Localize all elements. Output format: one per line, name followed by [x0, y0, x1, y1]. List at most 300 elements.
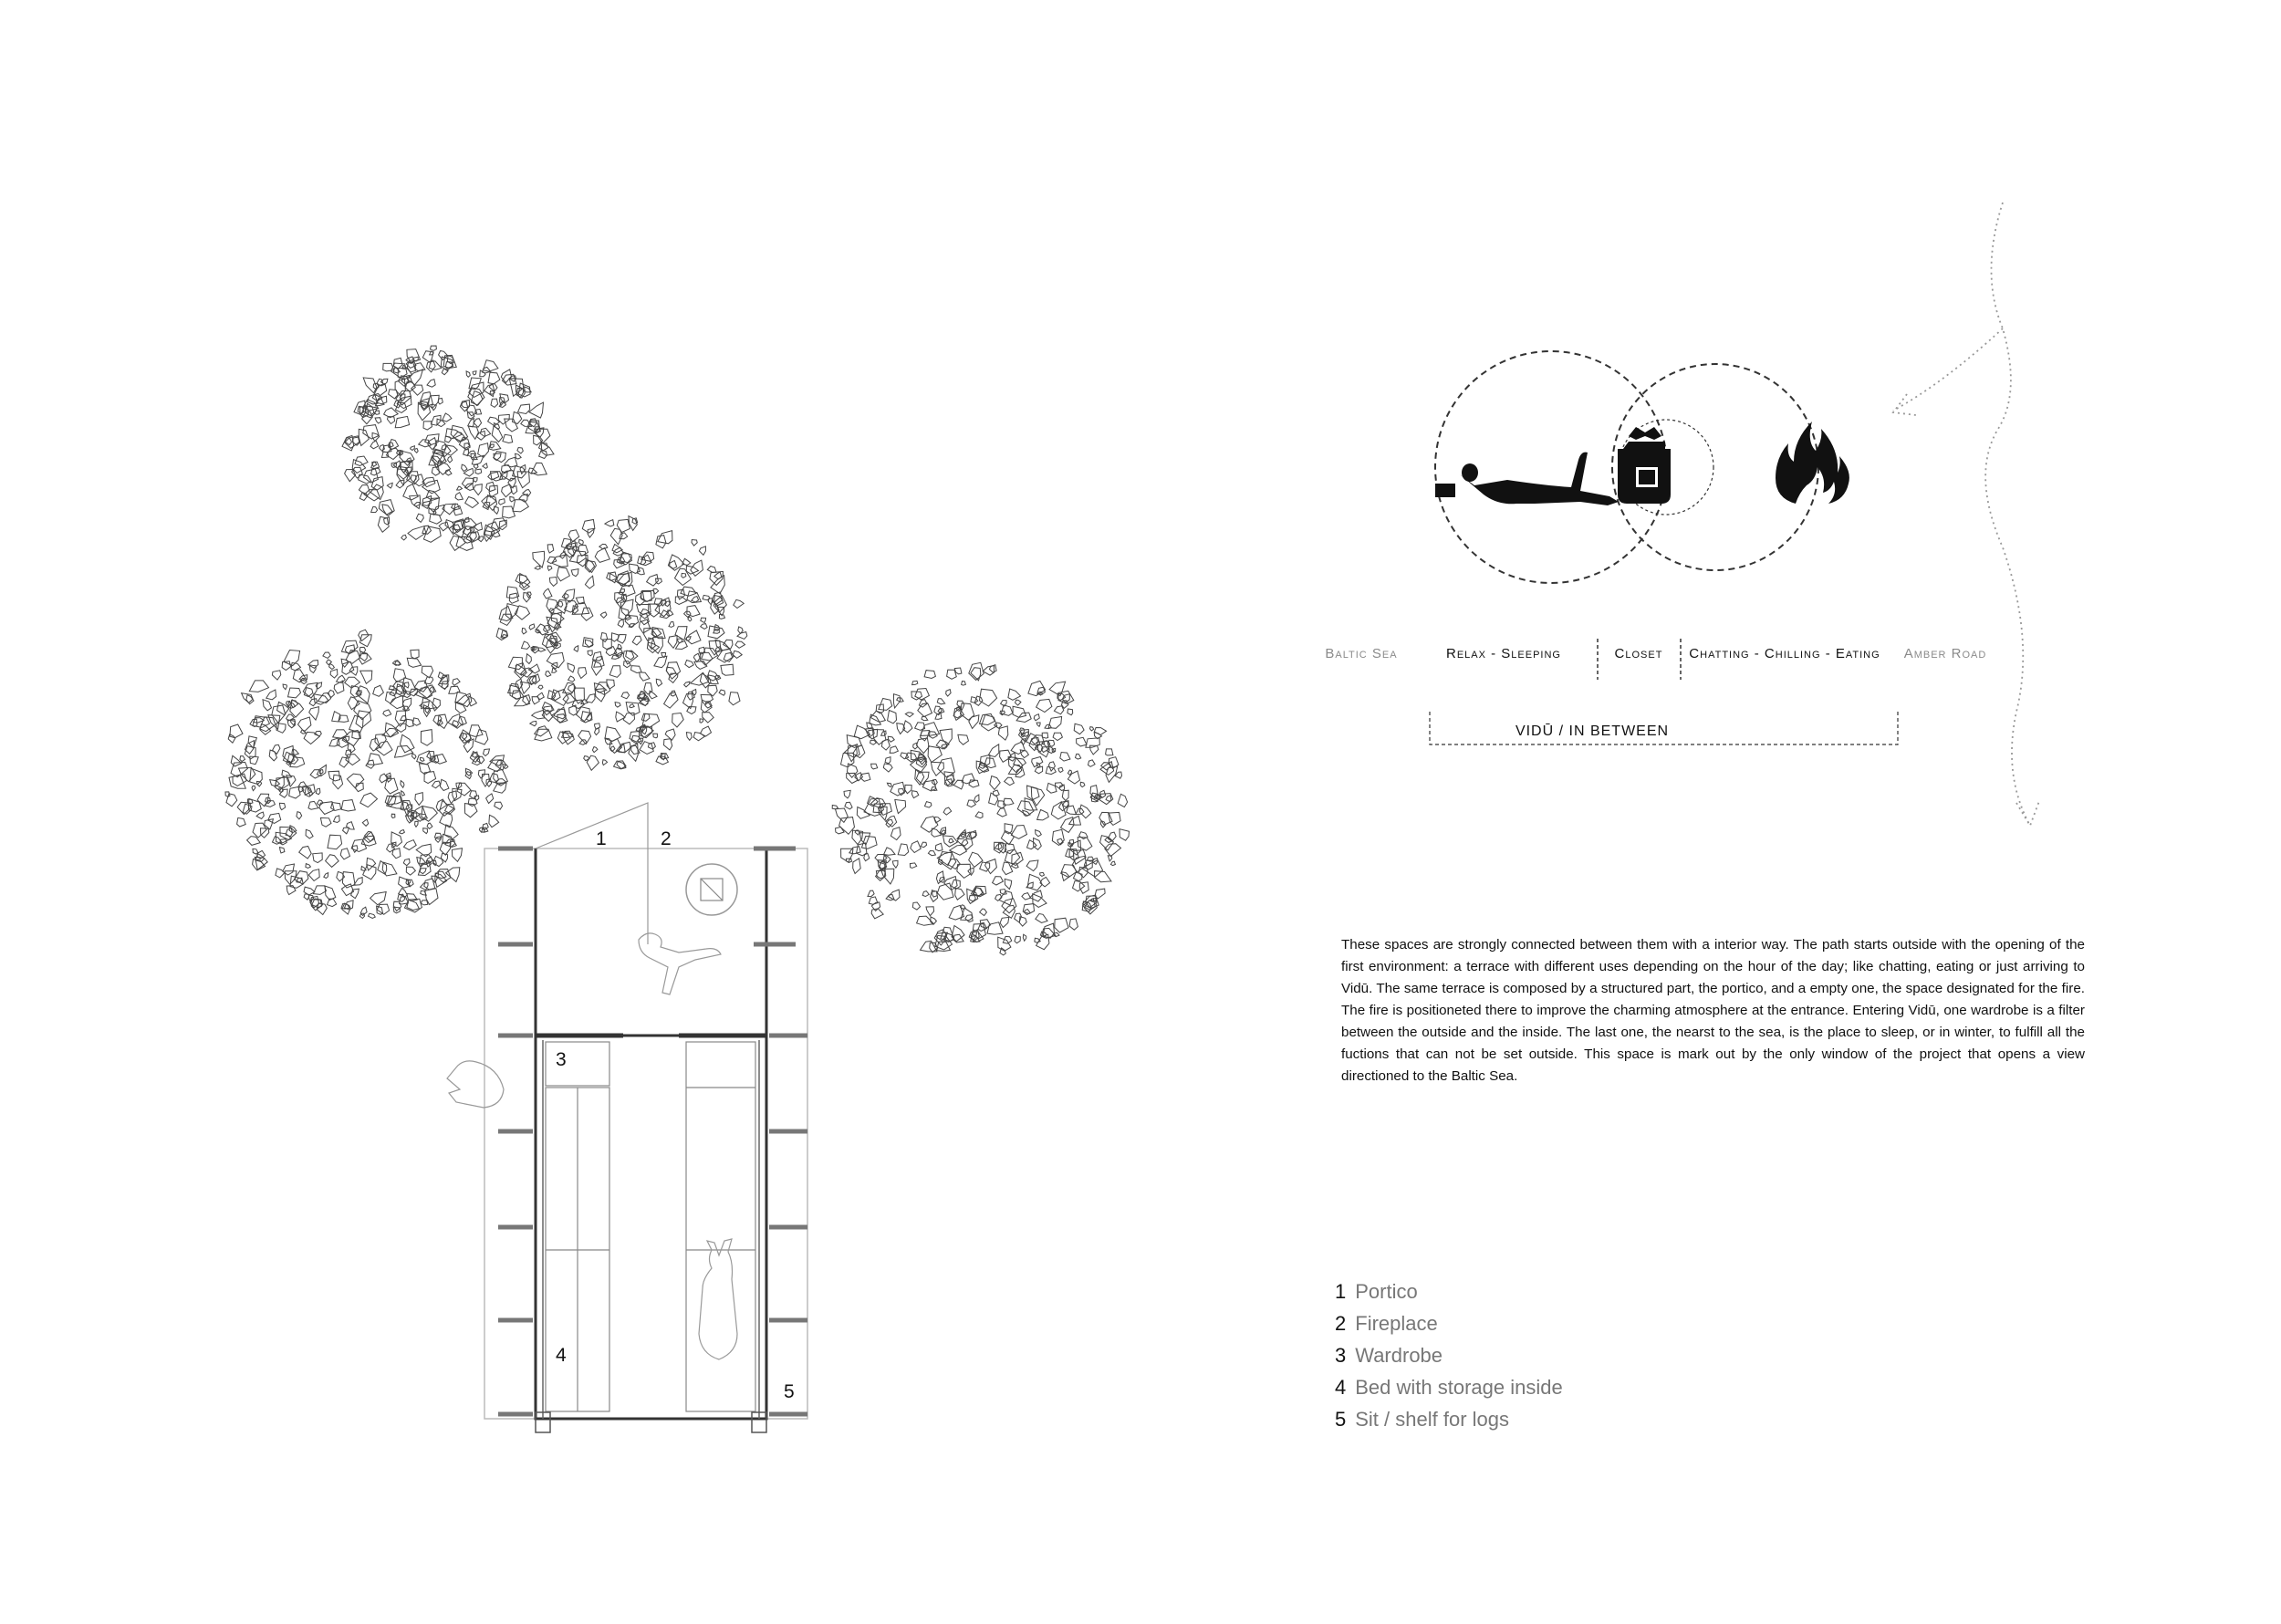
leaf-cluster [983, 666, 994, 676]
leaf-cluster [541, 442, 554, 456]
leaf-cluster [230, 724, 243, 738]
leaf-cluster [605, 520, 614, 526]
leaf-cluster [432, 781, 441, 788]
leaf-cluster [1003, 936, 1012, 943]
leaf-cluster [1068, 709, 1073, 715]
leaf-cluster [499, 499, 505, 505]
leaf-cluster [932, 828, 942, 837]
leaf-cluster [701, 624, 707, 630]
leaf-cluster [277, 702, 289, 714]
leaf-cluster [578, 731, 591, 744]
leaf-cluster [961, 908, 973, 920]
leaf-cluster [585, 576, 594, 588]
leaf-cluster [632, 636, 641, 645]
leaf-cluster [513, 411, 522, 423]
leaf-cluster [857, 807, 870, 819]
leaf-cluster [423, 422, 432, 430]
leaf-cluster [707, 567, 716, 573]
leaf-cluster [304, 732, 319, 744]
leaf-cluster [949, 838, 953, 843]
legend-item: 1 Portico [1335, 1280, 1418, 1303]
leaf-cluster [845, 802, 852, 809]
leaf-cluster [474, 484, 482, 495]
leaf-cluster [699, 547, 705, 556]
leaf-cluster [1035, 766, 1042, 774]
leaf-cluster [651, 637, 663, 653]
leaf-cluster [359, 429, 369, 445]
leaf-cluster [228, 734, 235, 744]
leaf-cluster [462, 464, 467, 471]
leaf-cluster [1048, 762, 1055, 771]
leaf-cluster [1005, 777, 1015, 786]
leaf-cluster [489, 815, 499, 827]
leaf-cluster [316, 788, 320, 795]
leaf-cluster [864, 853, 870, 860]
leaf-cluster [688, 617, 692, 621]
leaf-cluster [715, 640, 729, 651]
leaf-cluster [640, 614, 649, 625]
leaf-cluster [1000, 917, 1009, 927]
leaf-cluster [982, 714, 997, 731]
leaf-cluster [993, 877, 1004, 885]
zone-label-relax-sleeping: Relax - Sleeping [1446, 646, 1561, 661]
leaf-cluster [612, 655, 620, 659]
description-paragraph: These spaces are strongly connected between them with a interior way. The path starts outside with the opening of the first environment: a terrace with different uses depending on the hour of the day; like chatting, eating or just arriving to Vidū. The same terrace is composed by a structured part, the portico, and a empty one, the space designated for the fire. The fire is positioneted there to improve the charming atmosphere at the entrance. Entering Vidū, one wardrobe is a filter between the outside and the inside. The last one, the nearst to the sea, is the place to sleep, or in winter, to fulfill all the fuctions that can not be set outside. This space is mark out by the only window of the project that opens a view directioned to the Baltic Sea. [1341, 937, 2085, 1084]
leaf-cluster [522, 629, 526, 634]
leaf-cluster [453, 679, 460, 686]
leaf-cluster [654, 656, 667, 667]
leaf-cluster [423, 705, 430, 717]
legend-item: 4 Bed with storage inside [1335, 1376, 1563, 1399]
leaf-cluster [1062, 790, 1068, 800]
leaf-cluster [558, 601, 563, 607]
leaf-cluster [620, 599, 633, 616]
zone-label-closet: Closet [1614, 646, 1663, 661]
leaf-cluster [912, 791, 919, 798]
leaf-cluster [734, 599, 744, 608]
leaf-cluster [928, 851, 935, 856]
leaf-cluster [703, 595, 710, 599]
leaf-cluster [535, 566, 540, 569]
leaf-cluster [849, 847, 860, 854]
leaf-cluster [684, 682, 690, 687]
leaf-cluster [979, 689, 996, 706]
leaf-cluster [253, 823, 266, 838]
leaf-cluster [442, 682, 448, 689]
leaf-cluster [935, 843, 943, 850]
leaf-cluster [488, 472, 499, 480]
leaf-cluster [273, 744, 280, 754]
leaf-cluster [911, 841, 921, 853]
leaf-cluster [339, 757, 349, 767]
leaf-cluster [310, 770, 321, 778]
leaf-cluster [1118, 794, 1127, 807]
leaf-cluster [266, 690, 276, 700]
leaf-cluster [490, 444, 494, 448]
leaf-cluster [990, 776, 1000, 790]
leaf-cluster [1035, 938, 1040, 942]
leaf-cluster [470, 791, 477, 799]
leaf-cluster [306, 864, 311, 869]
leaf-cluster [421, 730, 432, 746]
leaf-cluster [693, 733, 704, 741]
leaf-cluster [263, 700, 272, 711]
leaf-cluster [876, 870, 885, 879]
leaf-cluster [962, 682, 966, 686]
leaf-cluster [1034, 714, 1039, 721]
leaf-cluster [883, 764, 892, 772]
leaf-cluster [415, 793, 423, 806]
leaf-cluster [595, 548, 609, 563]
leaf-cluster [416, 514, 423, 522]
leaf-cluster [268, 813, 281, 823]
leaf-cluster [309, 707, 319, 720]
leaf-cluster [280, 848, 285, 853]
leaf-cluster [1017, 801, 1034, 816]
leaf-cluster [418, 402, 431, 421]
leaf-cluster [1080, 782, 1085, 786]
leaf-cluster [969, 662, 984, 680]
leaf-cluster [621, 692, 630, 699]
leaf-cluster [422, 666, 432, 678]
leaf-cluster [363, 425, 380, 439]
leaf-cluster [998, 726, 1008, 740]
leaf-cluster [721, 664, 734, 675]
leaf-cluster [688, 692, 695, 700]
leaf-cluster [415, 363, 425, 371]
leaf-cluster [1049, 682, 1066, 696]
leaf-cluster [962, 840, 968, 847]
leaf-cluster [1023, 934, 1026, 941]
leaf-cluster [557, 567, 569, 581]
leaf-cluster [836, 828, 845, 834]
leaf-cluster [995, 723, 1002, 728]
leaf-cluster [881, 731, 887, 735]
leaf-cluster [240, 756, 245, 762]
leaf-cluster [361, 866, 366, 870]
leaf-cluster [703, 713, 714, 724]
leaf-cluster [351, 889, 359, 898]
leaf-cluster [513, 500, 528, 512]
leaf-cluster [644, 628, 657, 640]
leaf-cluster [515, 696, 530, 706]
leaf-cluster [503, 434, 513, 442]
leaf-cluster [468, 419, 474, 427]
leaf-cluster [664, 739, 672, 750]
leaf-cluster [250, 756, 258, 765]
leaf-cluster [1095, 871, 1111, 882]
leaf-cluster [363, 378, 377, 393]
leaf-cluster [921, 842, 926, 848]
leaf-cluster [880, 869, 894, 884]
leaf-cluster [463, 450, 469, 456]
leaf-cluster [1079, 867, 1088, 878]
leaf-cluster [602, 760, 607, 765]
leaf-cluster [363, 865, 376, 880]
leaf-cluster [675, 568, 692, 585]
leaf-cluster [692, 597, 699, 602]
leaf-cluster [1079, 832, 1088, 839]
leaf-cluster [345, 470, 356, 482]
leaf-cluster [432, 860, 436, 866]
leaf-cluster [692, 540, 697, 547]
leaf-cluster [1101, 763, 1111, 770]
leaf-cluster [362, 819, 368, 826]
leaf-cluster [1013, 706, 1026, 717]
leaf-cluster [1069, 919, 1078, 930]
leaf-cluster [517, 448, 523, 454]
leaf-cluster [582, 520, 595, 534]
leaf-cluster [1109, 812, 1120, 825]
leaf-cluster [943, 836, 958, 847]
leaf-cluster [578, 539, 583, 545]
zone-label-amber-road: Amber Road [1903, 646, 1987, 661]
leaf-cluster [252, 786, 255, 790]
leaf-cluster [309, 699, 317, 706]
leaf-cluster [884, 848, 895, 855]
leaf-cluster [401, 535, 407, 540]
leaf-cluster [647, 575, 659, 587]
leaf-cluster [1016, 700, 1021, 705]
leaf-cluster [610, 746, 615, 752]
leaf-cluster [484, 749, 490, 756]
leaf-cluster [484, 360, 498, 371]
leaf-cluster [1003, 862, 1013, 875]
leaf-cluster [360, 793, 378, 807]
leaf-cluster [1026, 860, 1038, 871]
leaf-cluster [342, 872, 355, 888]
leaf-cluster [474, 478, 477, 483]
leaf-cluster [430, 514, 442, 524]
leaf-cluster [526, 654, 532, 664]
leaf-cluster [658, 531, 672, 544]
leaf-cluster [352, 460, 365, 474]
leaf-cluster [453, 432, 466, 442]
leaf-cluster [832, 806, 838, 809]
leaf-cluster [383, 710, 391, 716]
leaf-cluster [1077, 737, 1087, 746]
leaf-cluster [1120, 829, 1130, 841]
leaf-cluster [401, 734, 415, 753]
leaf-cluster [691, 672, 709, 685]
plan-number-4: 4 [556, 1345, 567, 1366]
leaf-cluster [618, 635, 627, 644]
legend-item: 3 Wardrobe [1335, 1344, 1443, 1367]
leaf-cluster [491, 399, 498, 407]
leaf-cluster [433, 715, 442, 725]
leaf-cluster [1036, 830, 1042, 837]
leaf-cluster [1060, 753, 1070, 762]
leaf-cluster [1058, 767, 1063, 772]
leaf-cluster [516, 453, 522, 459]
leaf-cluster [574, 646, 578, 652]
leaf-cluster [888, 711, 897, 724]
leaf-cluster [371, 477, 383, 490]
leaf-cluster [360, 671, 372, 683]
leaf-cluster [890, 746, 898, 753]
leaf-cluster [682, 573, 686, 578]
leaf-cluster [328, 835, 342, 849]
leaf-cluster [442, 369, 448, 375]
leaf-cluster [317, 765, 326, 776]
leaf-cluster [571, 569, 578, 577]
leaf-cluster [343, 828, 349, 834]
leaf-cluster [455, 692, 469, 704]
leaf-cluster [994, 790, 1000, 796]
leaf-cluster [888, 736, 894, 742]
leaf-cluster [618, 619, 623, 628]
leaf-cluster [912, 681, 918, 684]
plan-number-1: 1 [596, 828, 607, 849]
leaf-cluster [351, 839, 366, 852]
leaf-cluster [483, 463, 488, 469]
leaf-cluster [708, 626, 724, 639]
leaf-cluster [308, 869, 319, 881]
leaf-cluster [845, 744, 860, 757]
leaf-cluster [299, 675, 307, 682]
leaf-cluster [237, 817, 246, 827]
leaf-cluster [438, 871, 446, 879]
leaf-cluster [348, 697, 359, 710]
leaf-cluster [442, 444, 446, 450]
leaf-cluster [592, 661, 602, 675]
leaf-cluster [1037, 809, 1049, 820]
leaf-cluster [469, 696, 477, 706]
leaf-cluster [411, 385, 423, 395]
leaf-cluster [564, 593, 568, 599]
leaf-cluster [1076, 754, 1081, 759]
leaf-cluster [576, 707, 589, 722]
leaf-cluster [522, 641, 530, 649]
legend-item: 2 Fireplace [1335, 1312, 1438, 1335]
leaf-cluster [498, 414, 509, 424]
leaf-cluster [403, 484, 418, 501]
leaf-cluster [438, 714, 448, 728]
leaf-cluster [724, 640, 733, 649]
backpack-icon [1618, 427, 1671, 504]
leaf-cluster [486, 794, 494, 804]
leaf-cluster [568, 676, 575, 682]
leaf-cluster [867, 723, 872, 728]
leaf-cluster [320, 817, 331, 827]
leaf-cluster [601, 633, 608, 642]
leaf-cluster [869, 897, 878, 904]
leaf-cluster [632, 518, 638, 524]
leaf-cluster [369, 913, 376, 918]
leaf-cluster [340, 848, 349, 859]
leaf-cluster [737, 632, 747, 640]
leaf-cluster [539, 443, 548, 451]
leaf-cluster [546, 671, 551, 677]
leaf-cluster [943, 807, 952, 815]
leaf-cluster [535, 726, 548, 736]
leaf-cluster [1030, 890, 1042, 901]
leaf-cluster [620, 533, 628, 539]
leaf-cluster [539, 451, 547, 459]
leaf-cluster [733, 651, 742, 658]
leaf-cluster [946, 690, 951, 697]
leaf-cluster [1036, 914, 1047, 923]
leaf-cluster [928, 746, 942, 763]
leaf-cluster [360, 907, 367, 915]
zone-label-baltic-sea: Baltic Sea [1325, 646, 1398, 661]
leaf-cluster [400, 830, 405, 834]
leaf-cluster [506, 587, 518, 599]
leaf-cluster [371, 506, 378, 512]
leaf-cluster [957, 864, 971, 878]
leaf-cluster [714, 592, 724, 607]
leaf-cluster [450, 536, 465, 550]
leaf-cluster [969, 852, 983, 867]
leaf-cluster [1036, 699, 1052, 712]
leaf-cluster [347, 822, 355, 829]
leaf-cluster [980, 909, 987, 916]
leaf-cluster [414, 681, 427, 692]
leaf-cluster [701, 618, 706, 623]
leaf-cluster [653, 734, 658, 738]
leaf-cluster [345, 677, 360, 688]
leaf-cluster [620, 554, 632, 565]
leaf-cluster [385, 778, 398, 794]
leaf-cluster [1054, 706, 1063, 714]
leaf-cluster [1055, 918, 1068, 932]
leaf-cluster [1022, 893, 1031, 900]
leaf-cluster [953, 934, 964, 942]
leaf-cluster [637, 567, 644, 575]
leaf-cluster [399, 889, 408, 898]
leaf-cluster [505, 419, 518, 432]
leaf-cluster [423, 526, 441, 542]
leaf-cluster [374, 411, 380, 414]
leaf-cluster [454, 505, 463, 515]
leaf-cluster [844, 790, 850, 798]
relationship-diagram [1430, 351, 1898, 744]
leaf-cluster [623, 713, 634, 724]
leaf-cluster [619, 585, 635, 596]
leaf-cluster [922, 891, 929, 897]
leaf-cluster [1069, 816, 1081, 825]
path-arrow [1893, 203, 2039, 826]
plan-number-5: 5 [784, 1381, 795, 1402]
leaf-cluster [304, 688, 313, 697]
leaf-cluster [615, 703, 620, 708]
leaf-cluster [667, 610, 673, 617]
leaf-cluster [359, 654, 371, 665]
legend-list [1335, 1275, 1563, 1435]
leaf-cluster [922, 716, 928, 720]
leaf-cluster [958, 734, 969, 744]
leaf-cluster [895, 799, 906, 813]
leaf-cluster [687, 707, 696, 714]
leaf-cluster [517, 472, 529, 488]
leaf-cluster [427, 380, 435, 388]
leaf-cluster [313, 886, 326, 895]
leaf-cluster [308, 801, 318, 809]
leaf-cluster [1036, 723, 1040, 726]
leaf-cluster [421, 757, 424, 761]
leaf-cluster [881, 739, 890, 750]
leaf-cluster [912, 902, 920, 910]
leaf-cluster [1070, 840, 1081, 855]
leaf-cluster [334, 816, 340, 823]
leaf-cluster [568, 663, 575, 672]
leaf-cluster [330, 670, 338, 679]
leaf-cluster [594, 656, 604, 667]
leaf-cluster [666, 662, 680, 679]
leaf-cluster [871, 764, 878, 769]
leaf-cluster [969, 715, 979, 729]
leaf-cluster [420, 869, 426, 874]
